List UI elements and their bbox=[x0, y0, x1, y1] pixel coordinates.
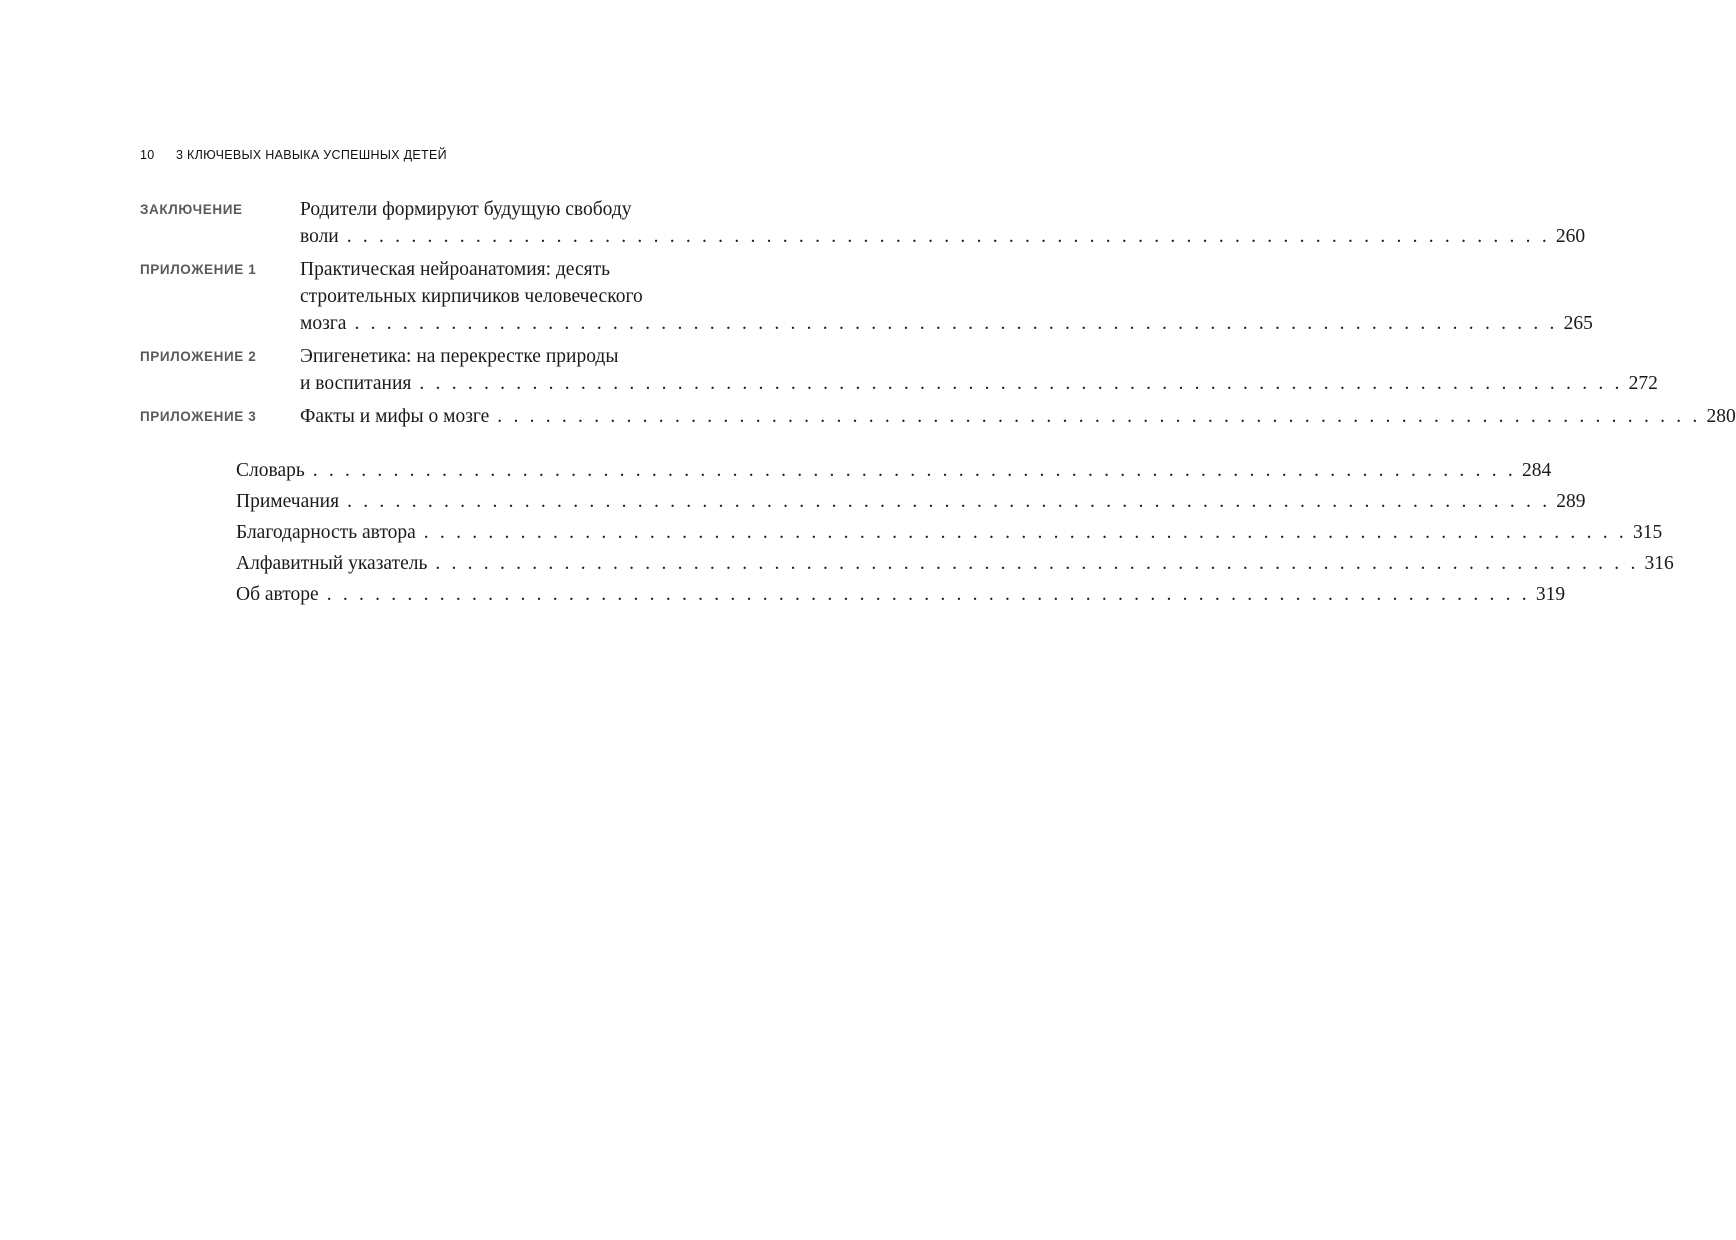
entry-page-number: 260 bbox=[1555, 226, 1586, 247]
toc-entry-index[interactable] bbox=[236, 548, 1674, 579]
dot-leader bbox=[347, 486, 1550, 517]
entry-label: ЗАКЛЮЧЕНИЕ bbox=[140, 202, 243, 217]
entry-page-number: 289 bbox=[1556, 491, 1586, 512]
entry-title-line: Факты и мифы о мозге bbox=[300, 406, 490, 427]
entry-title-line: строительных кирпичиков человеческого bbox=[300, 286, 643, 307]
entry-page-number: 284 bbox=[1521, 460, 1552, 481]
entry-body bbox=[300, 343, 1658, 397]
toc-entry-conclusion[interactable] bbox=[140, 196, 1586, 250]
dot-leader bbox=[435, 548, 1638, 579]
dot-leader bbox=[424, 517, 1627, 548]
dot-leader bbox=[419, 370, 1622, 397]
toc-entry-appendix-2[interactable] bbox=[140, 343, 1658, 397]
entry-page-number: 265 bbox=[1563, 313, 1593, 334]
toc-entry-appendix-3[interactable] bbox=[140, 403, 1736, 430]
dot-leader bbox=[313, 455, 1516, 486]
entry-body bbox=[300, 256, 1593, 337]
entry-title-line: мозга bbox=[300, 313, 347, 334]
entry-title: Алфавитный указатель bbox=[236, 553, 428, 574]
entry-page-number: 272 bbox=[1628, 373, 1658, 394]
toc-entry-about-author[interactable] bbox=[236, 579, 1566, 610]
entry-title: Об авторе bbox=[236, 584, 319, 605]
entry-title-line: Эпигенетика: на перекрестке природы bbox=[300, 346, 619, 367]
entry-title-line: Практическая нейроанатомия: десять bbox=[300, 259, 610, 280]
entry-leader-line bbox=[300, 370, 1658, 397]
dot-leader bbox=[347, 223, 1550, 250]
dot-leader bbox=[327, 579, 1530, 610]
page-number: 10 bbox=[140, 148, 155, 162]
entry-leader-line bbox=[300, 223, 1585, 250]
toc-entry-glossary[interactable] bbox=[236, 455, 1552, 486]
entry-title: Словарь bbox=[236, 460, 305, 481]
entry-title: Благодарность автора bbox=[236, 522, 416, 543]
entry-page-number: 315 bbox=[1632, 522, 1663, 543]
running-title: 3 КЛЮЧЕВЫХ НАВЫКА УСПЕШНЫХ ДЕТЕЙ bbox=[176, 148, 447, 162]
entry-label: ПРИЛОЖЕНИЕ 1 bbox=[140, 262, 257, 277]
entry-leader-line bbox=[300, 403, 1736, 430]
toc-entry-appendix-1[interactable] bbox=[140, 256, 1593, 337]
entry-title-line: воли bbox=[300, 226, 339, 247]
dot-leader bbox=[354, 310, 1557, 337]
entry-leader-line bbox=[300, 310, 1593, 337]
entry-body bbox=[300, 403, 1736, 430]
entry-page-number: 319 bbox=[1535, 584, 1566, 605]
toc-entry-notes[interactable] bbox=[236, 486, 1586, 517]
entry-title-line: и воспитания bbox=[300, 373, 412, 394]
toc-entry-acknowledgments[interactable] bbox=[236, 517, 1663, 548]
toc-back-matter bbox=[236, 455, 1674, 610]
dot-leader bbox=[497, 403, 1700, 430]
entry-page-number: 316 bbox=[1644, 553, 1674, 574]
entry-page-number: 280 bbox=[1706, 406, 1736, 427]
toc-appendix-entries bbox=[140, 196, 1736, 436]
running-head bbox=[140, 148, 447, 162]
entry-body bbox=[300, 196, 1585, 250]
entry-title: Примечания bbox=[236, 491, 340, 512]
entry-label: ПРИЛОЖЕНИЕ 3 bbox=[140, 409, 257, 424]
entry-label: ПРИЛОЖЕНИЕ 2 bbox=[140, 349, 257, 364]
entry-title-line: Родители формируют будущую свободу bbox=[300, 199, 632, 220]
